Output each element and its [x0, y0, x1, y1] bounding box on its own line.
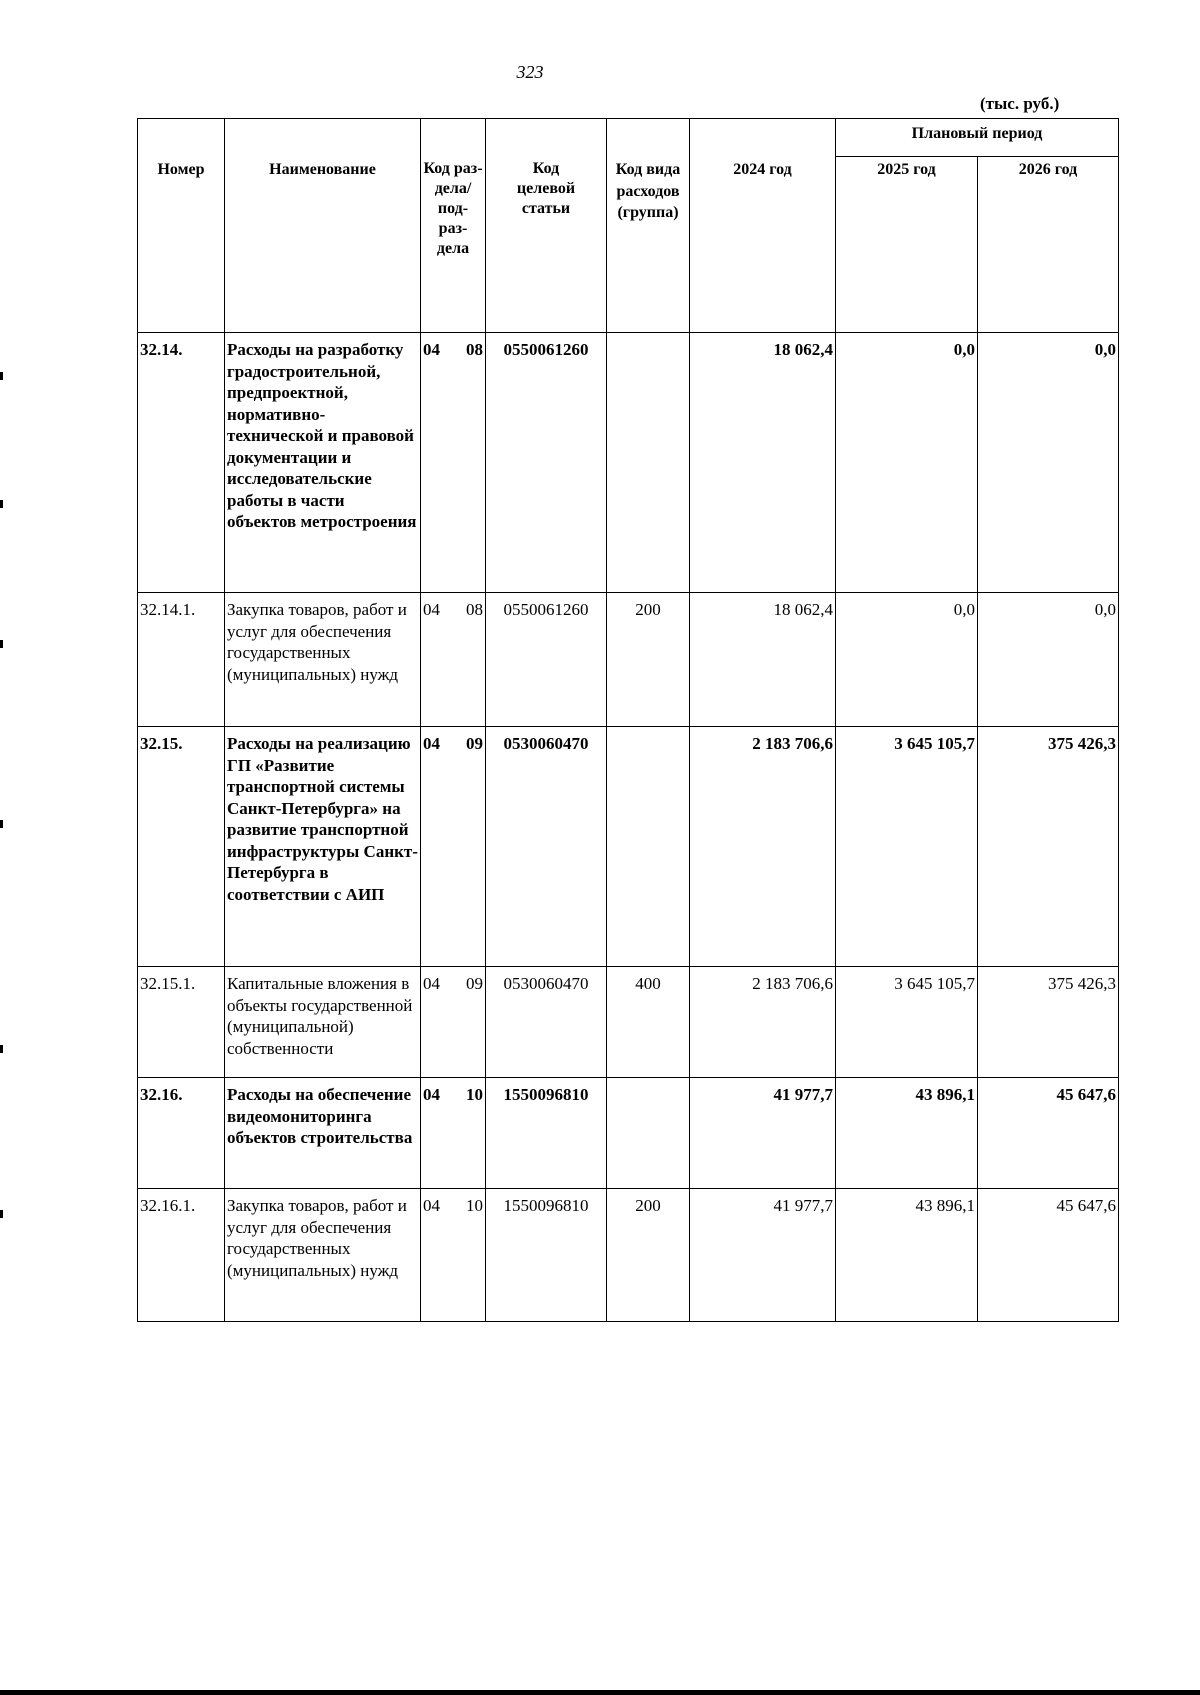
section-codes [423, 1195, 483, 1217]
header-2025: 2025 год [836, 157, 978, 333]
row-section [421, 1078, 486, 1189]
scan-mark [0, 372, 3, 380]
row-name: Капитальные вложения в объекты государственной (муниципальной) собственности [225, 967, 421, 1078]
row-amount-2026: 0,0 [978, 593, 1119, 727]
section-code: 04 [423, 974, 440, 993]
table-row [138, 1189, 1119, 1322]
subsection-code: 09 [466, 974, 483, 993]
section-code: 04 [423, 1085, 440, 1104]
row-amount-2025: 0,0 [836, 333, 978, 593]
header-number: Номер [138, 119, 225, 333]
row-amount-2026: 375 426,3 [978, 967, 1119, 1078]
row-expense-type [607, 333, 690, 593]
row-target-code: 0550061260 [486, 333, 607, 593]
header-2024: 2024 год [690, 119, 836, 333]
row-amount-2024: 41 977,7 [690, 1078, 836, 1189]
row-expense-type: 200 [607, 593, 690, 727]
scan-edge [0, 1690, 1200, 1695]
row-amount-2026: 45 647,6 [978, 1078, 1119, 1189]
row-name: Расходы на обеспечение видеомониторинга объектов строительства [225, 1078, 421, 1189]
page-number: 323 [516, 62, 544, 82]
table-row [138, 727, 1119, 967]
row-target-code: 0550061260 [486, 593, 607, 727]
units-label: (тыс. руб.) [980, 94, 1060, 113]
header-2026: 2026 год [978, 157, 1119, 333]
row-number: 32.14. [138, 333, 225, 593]
row-amount-2024: 2 183 706,6 [690, 727, 836, 967]
row-section [421, 727, 486, 967]
row-amount-2026: 375 426,3 [978, 727, 1119, 967]
row-name: Расходы на реализацию ГП «Развитие транспортной системы Санкт-Петербурга» на развитие транспортной инфраструктуры Санкт-Петербурга в соответствии с АИП [225, 727, 421, 967]
row-amount-2026: 45 647,6 [978, 1189, 1119, 1322]
scan-mark [0, 1045, 3, 1053]
section-codes [423, 599, 483, 621]
row-amount-2024: 18 062,4 [690, 333, 836, 593]
section-codes [423, 973, 483, 995]
row-name: Расходы на разработку градостроительной, предпроектной, нормативно-технической и правовой документации и исследовательские работы в части объектов метростроения [225, 333, 421, 593]
row-target-code: 1550096810 [486, 1189, 607, 1322]
row-expense-type: 400 [607, 967, 690, 1078]
row-expense-type [607, 1078, 690, 1189]
row-amount-2025: 0,0 [836, 593, 978, 727]
row-expense-type: 200 [607, 1189, 690, 1322]
scan-mark [0, 1210, 3, 1218]
subsection-code: 09 [466, 734, 483, 753]
header-name: Наименование [225, 119, 421, 333]
row-amount-2024: 41 977,7 [690, 1189, 836, 1322]
scan-mark [0, 500, 3, 508]
budget-table [137, 118, 1119, 1322]
section-code: 04 [423, 340, 440, 359]
row-number: 32.15.1. [138, 967, 225, 1078]
subsection-code: 08 [466, 340, 483, 359]
table-row [138, 1078, 1119, 1189]
row-section [421, 1189, 486, 1322]
section-codes [423, 733, 483, 755]
section-codes [423, 1084, 483, 1106]
table-row [138, 967, 1119, 1078]
header-section: Код раз- дела/ под- раз- дела [421, 119, 486, 333]
row-expense-type [607, 727, 690, 967]
row-amount-2025: 3 645 105,7 [836, 967, 978, 1078]
row-section [421, 333, 486, 593]
header-target: Код целевой статьи [486, 119, 607, 333]
section-codes [423, 339, 483, 361]
row-section [421, 593, 486, 727]
row-section [421, 967, 486, 1078]
row-amount-2024: 2 183 706,6 [690, 967, 836, 1078]
table-row [138, 333, 1119, 593]
subsection-code: 08 [466, 600, 483, 619]
row-number: 32.14.1. [138, 593, 225, 727]
row-number: 32.16.1. [138, 1189, 225, 1322]
row-target-code: 0530060470 [486, 727, 607, 967]
header-planned-period: Плановый период [836, 119, 1119, 157]
row-number: 32.16. [138, 1078, 225, 1189]
section-code: 04 [423, 1196, 440, 1215]
row-amount-2025: 43 896,1 [836, 1189, 978, 1322]
section-code: 04 [423, 600, 440, 619]
row-target-code: 0530060470 [486, 967, 607, 1078]
row-number: 32.15. [138, 727, 225, 967]
table-row [138, 593, 1119, 727]
row-name: Закупка товаров, работ и услуг для обеспечения государственных (муниципальных) нужд [225, 1189, 421, 1322]
row-amount-2025: 43 896,1 [836, 1078, 978, 1189]
row-amount-2025: 3 645 105,7 [836, 727, 978, 967]
subsection-code: 10 [466, 1085, 483, 1104]
row-amount-2026: 0,0 [978, 333, 1119, 593]
section-code: 04 [423, 734, 440, 753]
scan-mark [0, 640, 3, 648]
subsection-code: 10 [466, 1196, 483, 1215]
header-type: Код вида расходов (группа) [607, 119, 690, 333]
row-amount-2024: 18 062,4 [690, 593, 836, 727]
scan-mark [0, 820, 3, 828]
row-name: Закупка товаров, работ и услуг для обеспечения государственных (муниципальных) нужд [225, 593, 421, 727]
row-target-code: 1550096810 [486, 1078, 607, 1189]
